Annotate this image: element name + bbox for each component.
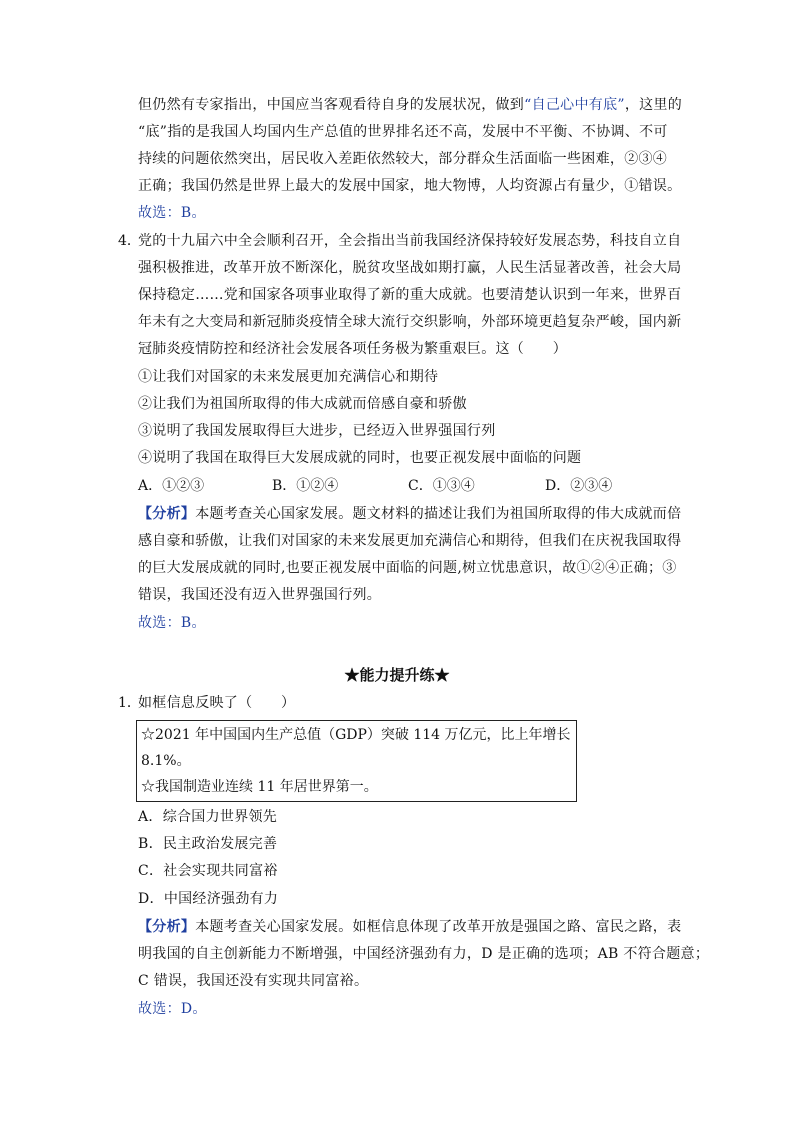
- statement-item: ①让我们对国家的未来发展更加充满信心和期待: [138, 369, 439, 385]
- question-stem-line: 强积极推进，改革开放不断深化，脱贫攻坚战如期打赢，人民生活显著改善，社会大局: [138, 260, 682, 276]
- prev-analysis-text: 但仍然有专家指出，中国应当客观看待自身的发展状况，做到: [138, 97, 525, 113]
- analysis-line: 感自豪和骄傲，让我们对国家的未来发展更加充满信心和期待，但我们在庆祝我国取得: [138, 533, 682, 549]
- info-frame: [136, 720, 577, 802]
- prev-analysis-line-4: 正确；我国仍然是世界上最大的发展中国家，地大物博，人均资源占有量少，①错误。: [138, 178, 682, 194]
- section-title: ★能力提升练★: [344, 666, 450, 684]
- analysis-line: 明我国的自主创新能力不断增强，中国经济强劲有力，D 是正确的选项；AB 不符合题意；: [138, 946, 710, 962]
- analysis-line: [138, 504, 681, 524]
- prev-analysis-quote: “自己心中有底”: [524, 97, 625, 113]
- option-d: D．中国经济强劲有力: [138, 891, 279, 907]
- statement-item: ②让我们为祖国所取得的伟大成就而倍感自豪和骄傲: [138, 396, 467, 412]
- analysis-line: 的巨大发展成就的同时,也要正视发展中面临的问题,树立忧患意识，故①②④正确；③: [138, 560, 677, 576]
- analysis-text: 本题考查关心国家发展。题文材料的描述让我们为祖国所取得的伟大成就而倍: [195, 506, 682, 522]
- option-c: C．①③④: [408, 478, 475, 494]
- question-number: 1．: [118, 695, 141, 711]
- info-frame-line: ☆我国制造业连续 11 年居世界第一。: [141, 779, 378, 795]
- question-stem-line: 党的十九届六中全会顺利召开，全会指出当前我国经济保持较好发展态势，科技自立自: [138, 233, 682, 249]
- prev-analysis-line-3: 持续的问题依然突出，居民收入差距依然较大，部分群众生活面临一些困难，②③④: [138, 151, 668, 167]
- statement-item: ③说明了我国发展取得巨大进步，已经迈入世界强国行列: [138, 423, 496, 439]
- option-b: B．民主政治发展完善: [138, 836, 278, 852]
- prev-answer: 故选：B。: [138, 205, 206, 221]
- question-stem-line: 年未有之大变局和新冠肺炎疫情全球大流行交织影响，外部环境更趋复杂严峻，国内新: [138, 314, 682, 330]
- statement-item: ④说明了我国在取得巨大发展成就的同时，也要正视发展中面临的问题: [138, 450, 582, 466]
- question-stem-line: 如框信息反映了（ ）: [138, 695, 296, 711]
- question-stem-line: 冠肺炎疫情防控和经济社会发展各项任务极为繁重艰巨。这（ ）: [138, 341, 567, 357]
- prev-analysis-text-end: ，这里的: [624, 97, 683, 113]
- analysis-line: 错误，我国还没有迈入世界强国行列。: [138, 587, 382, 603]
- prev-analysis-line-2: “底”指的是我国人均国内生产总值的世界排名还不高，发展中不平衡、不协调、不可: [138, 124, 668, 140]
- answer-line: 故选：D。: [138, 1001, 207, 1017]
- analysis-line: C 错误，我国还没有实现共同富裕。: [138, 973, 369, 989]
- analysis-tag: 【分析】: [138, 919, 196, 935]
- analysis-line: [138, 917, 681, 937]
- question-number: 4．: [118, 233, 141, 249]
- info-frame-line: 8.1%。: [141, 753, 191, 769]
- option-b: B．①②④: [272, 478, 339, 494]
- prev-analysis-line-1: [138, 95, 682, 115]
- answer-line: 故选：B。: [138, 615, 206, 631]
- option-c: C．社会实现共同富裕: [138, 863, 278, 879]
- analysis-tag: 【分析】: [138, 506, 196, 522]
- option-d: D．②③④: [545, 478, 613, 494]
- option-a: A．综合国力世界领先: [138, 809, 278, 825]
- analysis-text: 本题考查关心国家发展。如框信息体现了改革开放是强国之路、富民之路，表: [195, 919, 682, 935]
- info-frame-line: ☆2021 年中国国内生产总值（GDP）突破 114 万亿元，比上年增长: [141, 727, 571, 743]
- option-a: A．①②③: [138, 478, 205, 494]
- question-stem-line: 保持稳定……党和国家各项事业取得了新的重大成就。也要清楚认识到一年来，世界百: [138, 287, 682, 303]
